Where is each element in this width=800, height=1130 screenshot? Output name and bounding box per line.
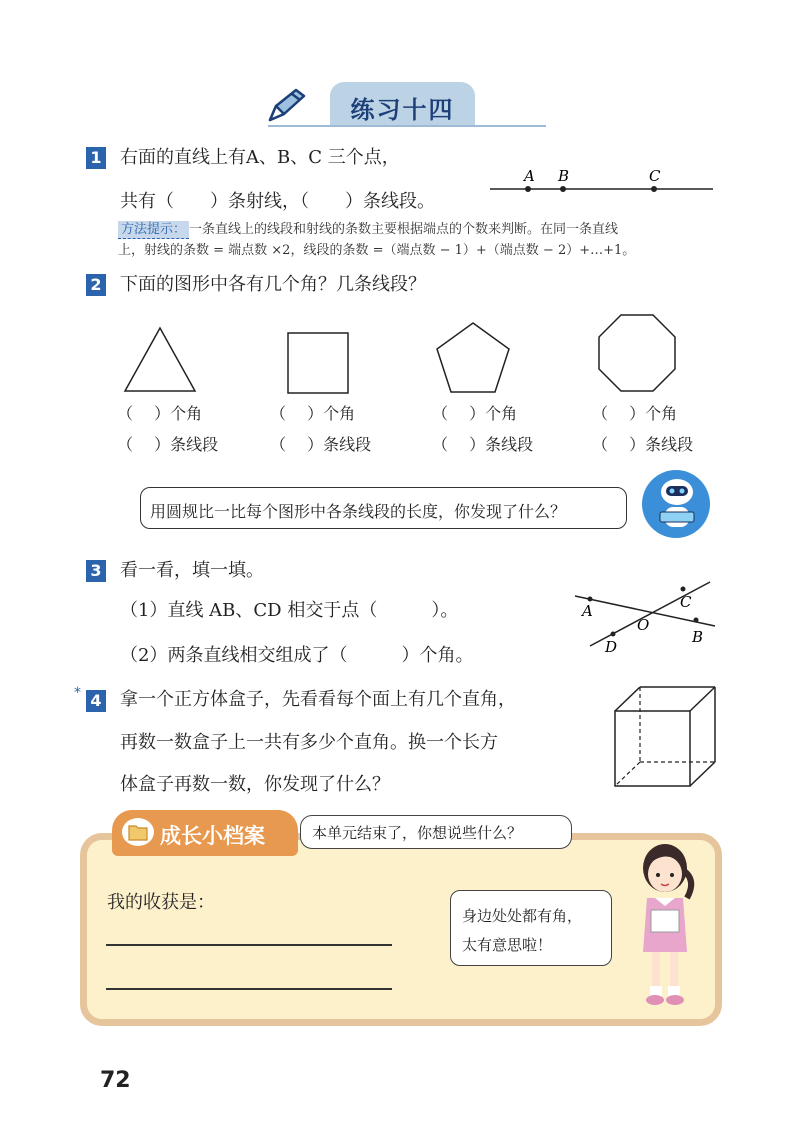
- triangle-segment-blank[interactable]: （ ）条线段: [117, 435, 219, 454]
- method-tip-line2: 上，射线的条数 = 端点数 ×2，线段的条数 =（端点数 − 1）+（端点数 − 2）+…+1。: [118, 243, 636, 258]
- problem-3-number: 3: [86, 560, 106, 582]
- pentagon-segment-blank[interactable]: （ ）条线段: [432, 435, 534, 454]
- point-c-label: C: [680, 593, 692, 611]
- problem-1-line1: 右面的直线上有A、B、C 三个点，: [120, 147, 400, 168]
- triangle-angle-blank[interactable]: （ ）个角: [117, 404, 203, 423]
- method-tip-label: 方法提示：: [118, 221, 189, 239]
- method-tip-text1: 一条直线上的线段和射线的条数主要根据端点的个数来判断。在同一条直线: [189, 222, 619, 237]
- square-shape: [285, 330, 351, 396]
- problem-1-number: 1: [86, 147, 106, 169]
- point-b-label: B: [692, 628, 704, 646]
- line-diagram-abc: [488, 166, 718, 206]
- title-underline: [268, 125, 546, 127]
- point-a-label: A: [524, 167, 535, 185]
- problem-3-item2: （2）两条直线相交组成了（ ）个角。: [120, 645, 474, 666]
- hint-bubble-text: 用圆规比一比每个图形中各条线段的长度，你发现了什么？: [150, 502, 567, 521]
- problem-4-number: 4: [86, 690, 106, 712]
- girl-illustration: [625, 840, 705, 1015]
- pen-icon: [262, 86, 312, 126]
- page-title: 练习十四: [350, 96, 455, 124]
- robot-icon: [650, 474, 704, 536]
- square-segment-blank[interactable]: （ ）条线段: [270, 435, 372, 454]
- problem-4-line1: 拿一个正方体盒子，先看看每个面上有几个直角，: [120, 689, 516, 710]
- pentagon-angle-blank[interactable]: （ ）个角: [432, 404, 518, 423]
- problem-2-question: 下面的图形中各有几个角？几条线段？: [120, 274, 426, 295]
- girl-speech-line1: 身边处处都有角，: [462, 907, 583, 925]
- point-d-label: D: [605, 638, 618, 656]
- cube-diagram: [610, 683, 720, 793]
- page-number: 72: [100, 1068, 131, 1093]
- octagon-angle-blank[interactable]: （ ）个角: [592, 404, 678, 423]
- point-o-label: O: [637, 616, 650, 634]
- optional-star: *: [74, 685, 81, 701]
- octagon-segment-blank[interactable]: （ ）条线段: [592, 435, 694, 454]
- girl-speech-line2: 太有意思啦！: [462, 936, 553, 954]
- growth-archive-title: 成长小档案: [160, 824, 265, 848]
- problem-4-line3: 体盒子再数一数，你发现了什么？: [120, 774, 390, 795]
- problem-4-line2: 再数一数盒子上一共有多少个直角。换一个长方: [120, 732, 498, 753]
- problem-2-number: 2: [86, 274, 106, 296]
- intersecting-lines-diagram: [570, 576, 720, 656]
- folder-glyph-icon: [127, 822, 149, 842]
- problem-3-item1: （1）直线 AB、CD 相交于点（ ）。: [120, 600, 459, 621]
- square-angle-blank[interactable]: （ ）个角: [270, 404, 356, 423]
- method-tip-line1: [118, 223, 618, 236]
- archive-prompt-text: 本单元结束了，你想说些什么？: [312, 824, 523, 842]
- point-a-label: A: [582, 602, 593, 620]
- problem-1-line2: 共有（ ）条射线，（ ）条线段。: [120, 191, 435, 212]
- answer-line-2[interactable]: [106, 988, 392, 990]
- answer-line-1[interactable]: [106, 944, 392, 946]
- problem-3-question: 看一看，填一填。: [120, 560, 264, 581]
- octagon-shape: [596, 312, 678, 394]
- pentagon-shape: [433, 320, 513, 396]
- point-b-label: B: [558, 167, 570, 185]
- triangle-shape: [120, 325, 200, 395]
- point-c-label: C: [649, 167, 661, 185]
- harvest-label: 我的收获是：: [107, 892, 215, 913]
